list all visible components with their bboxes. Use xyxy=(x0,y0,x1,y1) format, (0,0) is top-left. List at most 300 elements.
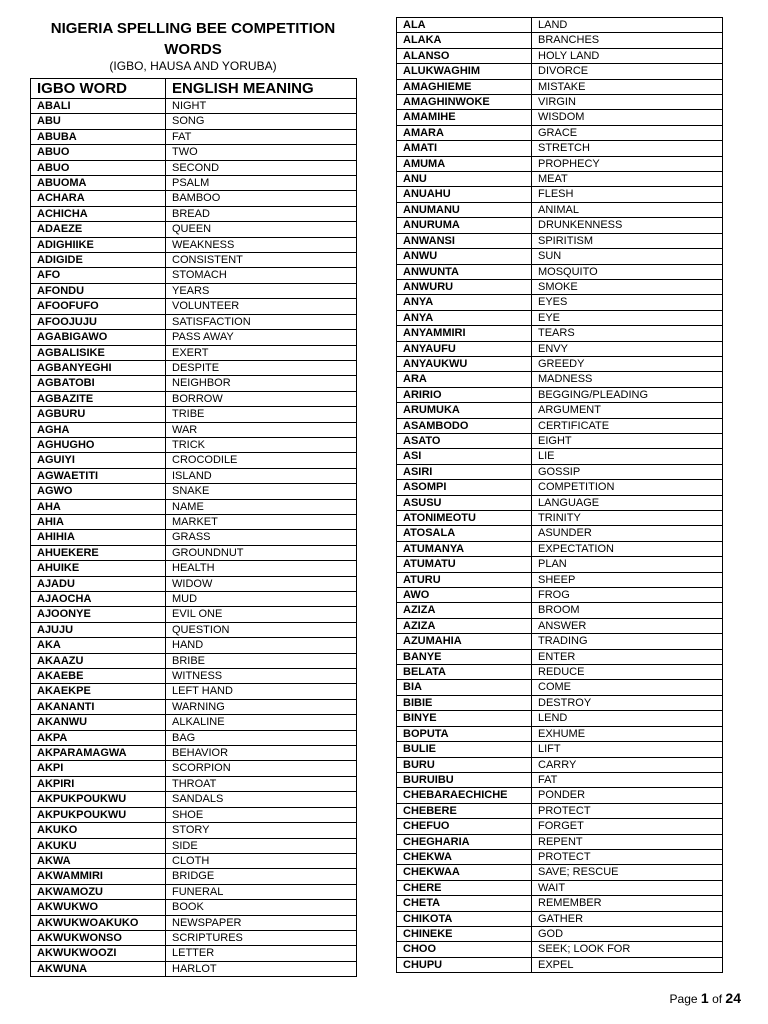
english-meaning-cell: SNAKE xyxy=(166,484,357,499)
table-row xyxy=(31,622,357,637)
table-row xyxy=(397,588,723,603)
of-label: of xyxy=(712,992,723,1006)
igbo-word-cell: ANU xyxy=(397,172,532,187)
table-row xyxy=(31,653,357,668)
igbo-word-cell: CHEKWAA xyxy=(397,865,532,880)
igbo-word-cell: ANUAHU xyxy=(397,187,532,202)
english-meaning-cell: LAND xyxy=(532,18,723,33)
english-meaning-cell: GRASS xyxy=(166,530,357,545)
table-row xyxy=(397,757,723,772)
english-meaning-cell: TWO xyxy=(166,145,357,160)
igbo-word-cell: ANYA xyxy=(397,310,532,325)
english-meaning-cell: FUNERAL xyxy=(166,884,357,899)
english-meaning-cell: EVIL ONE xyxy=(166,607,357,622)
table-row xyxy=(31,853,357,868)
english-meaning-cell: ARGUMENT xyxy=(532,403,723,418)
igbo-word-cell: AJOONYE xyxy=(31,607,166,622)
igbo-word-cell: ARA xyxy=(397,372,532,387)
table-row xyxy=(397,356,723,371)
igbo-word-cell: AJUJU xyxy=(31,622,166,637)
igbo-word-cell: CHEGHARIA xyxy=(397,834,532,849)
igbo-word-cell: AKANANTI xyxy=(31,699,166,714)
igbo-word-cell: AJAOCHA xyxy=(31,592,166,607)
english-meaning-cell: LANGUAGE xyxy=(532,495,723,510)
table-row xyxy=(31,330,357,345)
page-label: Page xyxy=(669,992,698,1006)
english-meaning-cell: MEAT xyxy=(532,172,723,187)
english-meaning-cell: MADNESS xyxy=(532,372,723,387)
table-row xyxy=(397,141,723,156)
table-row xyxy=(397,742,723,757)
english-meaning-cell: WEAKNESS xyxy=(166,237,357,252)
igbo-word-cell: AKWUKWOAKUKO xyxy=(31,915,166,930)
igbo-word-cell: CHIKOTA xyxy=(397,911,532,926)
table-row xyxy=(31,638,357,653)
table-row xyxy=(397,603,723,618)
igbo-word-cell: ANUMANU xyxy=(397,202,532,217)
table-row xyxy=(397,480,723,495)
igbo-word-cell: ASUSU xyxy=(397,495,532,510)
english-meaning-cell: QUESTION xyxy=(166,622,357,637)
table-row xyxy=(397,911,723,926)
table-row xyxy=(397,942,723,957)
english-meaning-cell: FROG xyxy=(532,588,723,603)
igbo-word-cell: AGHUGHO xyxy=(31,437,166,452)
english-meaning-cell: BORROW xyxy=(166,391,357,406)
english-meaning-cell: WARNING xyxy=(166,699,357,714)
english-meaning-cell: BEGGING/PLEADING xyxy=(532,387,723,402)
table-row xyxy=(31,930,357,945)
igbo-word-cell: ATOSALA xyxy=(397,526,532,541)
table-row xyxy=(397,788,723,803)
table-row xyxy=(397,33,723,48)
igbo-word-cell: AKWUKWO xyxy=(31,900,166,915)
english-meaning-cell: WITNESS xyxy=(166,669,357,684)
english-meaning-cell: LEND xyxy=(532,711,723,726)
english-meaning-cell: EYE xyxy=(532,310,723,325)
table-row xyxy=(31,176,357,191)
igbo-word-cell: CHERE xyxy=(397,880,532,895)
table-row xyxy=(31,607,357,622)
igbo-word-cell: ATUMANYA xyxy=(397,541,532,556)
english-meaning-cell: MUD xyxy=(166,592,357,607)
igbo-word-cell: AKWAMMIRI xyxy=(31,869,166,884)
table-row xyxy=(31,299,357,314)
igbo-word-cell: ARIRIO xyxy=(397,387,532,402)
igbo-word-cell: ACHARA xyxy=(31,191,166,206)
igbo-word-cell: ANWANSI xyxy=(397,233,532,248)
column-header-igbo-word: IGBO WORD xyxy=(31,79,166,99)
english-meaning-cell: CERTIFICATE xyxy=(532,418,723,433)
english-meaning-cell: ASUNDER xyxy=(532,526,723,541)
igbo-word-cell: ABUBA xyxy=(31,129,166,144)
igbo-word-cell: CHETA xyxy=(397,896,532,911)
left-table-body xyxy=(31,99,357,977)
table-row xyxy=(397,172,723,187)
igbo-word-cell: AMAGHIEME xyxy=(397,79,532,94)
igbo-word-cell: AKWA xyxy=(31,853,166,868)
table-row xyxy=(397,772,723,787)
english-meaning-cell: SCORPION xyxy=(166,761,357,776)
table-row xyxy=(31,915,357,930)
igbo-word-cell: ANURUMA xyxy=(397,218,532,233)
igbo-word-cell: AGBURU xyxy=(31,407,166,422)
english-meaning-cell: BAG xyxy=(166,730,357,745)
english-meaning-cell: BROOM xyxy=(532,603,723,618)
igbo-word-cell: ATONIMEOTU xyxy=(397,511,532,526)
english-meaning-cell: SMOKE xyxy=(532,279,723,294)
right-table-body xyxy=(397,18,723,973)
igbo-word-cell: AJADU xyxy=(31,576,166,591)
igbo-word-cell: AZUMAHIA xyxy=(397,634,532,649)
igbo-word-cell: AMAGHINWOKE xyxy=(397,95,532,110)
english-meaning-cell: FAT xyxy=(532,772,723,787)
table-row xyxy=(31,391,357,406)
table-row xyxy=(397,695,723,710)
english-meaning-cell: CLOTH xyxy=(166,853,357,868)
igbo-word-cell: ALA xyxy=(397,18,532,33)
table-row xyxy=(397,264,723,279)
table-row xyxy=(397,387,723,402)
table-row xyxy=(31,807,357,822)
english-meaning-cell: STORY xyxy=(166,823,357,838)
table-row xyxy=(397,865,723,880)
table-row xyxy=(31,961,357,976)
english-meaning-cell: BRANCHES xyxy=(532,33,723,48)
table-row xyxy=(397,819,723,834)
igbo-word-cell: BINYE xyxy=(397,711,532,726)
igbo-word-cell: ANYAUFU xyxy=(397,341,532,356)
igbo-word-cell: AHUEKERE xyxy=(31,545,166,560)
table-row xyxy=(31,514,357,529)
english-meaning-cell: SAVE; RESCUE xyxy=(532,865,723,880)
igbo-word-cell: ASOMPI xyxy=(397,480,532,495)
english-meaning-cell: TRICK xyxy=(166,437,357,452)
table-row xyxy=(31,268,357,283)
igbo-word-cell: AGBAZITE xyxy=(31,391,166,406)
table-row xyxy=(31,422,357,437)
english-meaning-cell: TRINITY xyxy=(532,511,723,526)
table-row xyxy=(31,468,357,483)
igbo-word-cell: AFOOFUFO xyxy=(31,299,166,314)
table-row xyxy=(397,279,723,294)
english-meaning-cell: GOSSIP xyxy=(532,464,723,479)
table-row xyxy=(31,761,357,776)
english-meaning-cell: BAMBOO xyxy=(166,191,357,206)
table-row xyxy=(31,669,357,684)
igbo-word-cell: ASAMBODO xyxy=(397,418,532,433)
english-meaning-cell: FAT xyxy=(166,129,357,144)
english-meaning-cell: VIRGIN xyxy=(532,95,723,110)
table-row xyxy=(397,618,723,633)
igbo-word-cell: ABUOMA xyxy=(31,176,166,191)
igbo-word-cell: AKAEKPE xyxy=(31,684,166,699)
igbo-word-cell: AKANWU xyxy=(31,715,166,730)
document-title: NIGERIA SPELLING BEE COMPETITION WORDS xyxy=(50,20,336,58)
english-meaning-cell: SHOE xyxy=(166,807,357,822)
table-row xyxy=(31,838,357,853)
english-meaning-cell: CARRY xyxy=(532,757,723,772)
table-row xyxy=(31,884,357,899)
english-meaning-cell: BRIBE xyxy=(166,653,357,668)
english-meaning-cell: DIVORCE xyxy=(532,64,723,79)
igbo-word-cell: ADIGHIIKE xyxy=(31,237,166,252)
table-row xyxy=(397,233,723,248)
igbo-word-cell: AGBATOBI xyxy=(31,376,166,391)
english-meaning-cell: SUN xyxy=(532,249,723,264)
table-row xyxy=(397,711,723,726)
english-meaning-cell: SCRIPTURES xyxy=(166,930,357,945)
igbo-word-cell: BELATA xyxy=(397,665,532,680)
igbo-word-cell: AGHA xyxy=(31,422,166,437)
table-row xyxy=(31,484,357,499)
table-row xyxy=(397,834,723,849)
igbo-word-cell: AFOOJUJU xyxy=(31,314,166,329)
table-row xyxy=(397,957,723,972)
english-meaning-cell: GOD xyxy=(532,926,723,941)
igbo-word-cell: CHEFUO xyxy=(397,819,532,834)
english-meaning-cell: YEARS xyxy=(166,283,357,298)
table-row xyxy=(397,418,723,433)
table-row xyxy=(31,823,357,838)
table-row xyxy=(397,372,723,387)
table-row xyxy=(31,206,357,221)
igbo-word-cell: CHOO xyxy=(397,942,532,957)
igbo-word-cell: AKWUNA xyxy=(31,961,166,976)
english-meaning-cell: ANSWER xyxy=(532,618,723,633)
igbo-word-cell: AGABIGAWO xyxy=(31,330,166,345)
table-row xyxy=(397,803,723,818)
table-row xyxy=(31,360,357,375)
igbo-word-cell: AKA xyxy=(31,638,166,653)
english-meaning-cell: NAME xyxy=(166,499,357,514)
igbo-word-cell: ACHICHA xyxy=(31,206,166,221)
igbo-word-cell: AWO xyxy=(397,588,532,603)
igbo-word-cell: AKWAMOZU xyxy=(31,884,166,899)
igbo-word-cell: AHUIKE xyxy=(31,561,166,576)
igbo-word-cell: BOPUTA xyxy=(397,726,532,741)
document-subtitle: (IGBO, HAUSA AND YORUBA) xyxy=(109,59,277,73)
igbo-word-cell: ADIGIDE xyxy=(31,253,166,268)
english-meaning-cell: ALKALINE xyxy=(166,715,357,730)
table-row xyxy=(31,545,357,560)
column-header-english-meaning: ENGLISH MEANING xyxy=(166,79,357,99)
english-meaning-cell: MISTAKE xyxy=(532,79,723,94)
table-row xyxy=(31,946,357,961)
english-meaning-cell: LETTER xyxy=(166,946,357,961)
table-row xyxy=(397,464,723,479)
igbo-word-cell: CHEKWA xyxy=(397,849,532,864)
english-meaning-cell: ANIMAL xyxy=(532,202,723,217)
igbo-word-cell: ANWU xyxy=(397,249,532,264)
table-row xyxy=(31,453,357,468)
table-row xyxy=(31,576,357,591)
english-meaning-cell: PROTECT xyxy=(532,803,723,818)
igbo-word-cell: BULIE xyxy=(397,742,532,757)
igbo-word-cell: AHA xyxy=(31,499,166,514)
igbo-word-cell: CHUPU xyxy=(397,957,532,972)
igbo-word-table-right xyxy=(396,17,723,973)
table-row xyxy=(31,792,357,807)
english-meaning-cell: EYES xyxy=(532,295,723,310)
table-row xyxy=(31,283,357,298)
table-row xyxy=(31,530,357,545)
english-meaning-cell: BREAD xyxy=(166,206,357,221)
table-row xyxy=(397,202,723,217)
english-meaning-cell: GRACE xyxy=(532,125,723,140)
table-row xyxy=(31,191,357,206)
english-meaning-cell: EXPEL xyxy=(532,957,723,972)
igbo-word-cell: AFONDU xyxy=(31,283,166,298)
igbo-word-cell: ANWUNTA xyxy=(397,264,532,279)
igbo-word-cell: ALAKA xyxy=(397,33,532,48)
table-row xyxy=(397,187,723,202)
english-meaning-cell: PSALM xyxy=(166,176,357,191)
igbo-word-cell: AZIZA xyxy=(397,603,532,618)
igbo-word-cell: ABU xyxy=(31,114,166,129)
table-row xyxy=(397,249,723,264)
igbo-word-cell: AKAEBE xyxy=(31,669,166,684)
igbo-word-cell: ABUO xyxy=(31,145,166,160)
english-meaning-cell: WAIT xyxy=(532,880,723,895)
english-meaning-cell: GREEDY xyxy=(532,356,723,371)
english-meaning-cell: EIGHT xyxy=(532,433,723,448)
igbo-word-cell: ANWURU xyxy=(397,279,532,294)
english-meaning-cell: PROTECT xyxy=(532,849,723,864)
table-row xyxy=(397,110,723,125)
igbo-word-cell: AGUIYI xyxy=(31,453,166,468)
igbo-word-table-left xyxy=(30,78,357,977)
english-meaning-cell: BOOK xyxy=(166,900,357,915)
table-row xyxy=(397,572,723,587)
table-row xyxy=(31,715,357,730)
igbo-word-cell: BURUIBU xyxy=(397,772,532,787)
english-meaning-cell: REPENT xyxy=(532,834,723,849)
english-meaning-cell: ENTER xyxy=(532,649,723,664)
english-meaning-cell: TRIBE xyxy=(166,407,357,422)
english-meaning-cell: PLAN xyxy=(532,557,723,572)
english-meaning-cell: MOSQUITO xyxy=(532,264,723,279)
igbo-word-cell: ABALI xyxy=(31,99,166,114)
table-row xyxy=(397,48,723,63)
table-row xyxy=(397,326,723,341)
english-meaning-cell: BRIDGE xyxy=(166,869,357,884)
table-row xyxy=(397,95,723,110)
table-row xyxy=(31,437,357,452)
table-row xyxy=(31,561,357,576)
table-row xyxy=(31,129,357,144)
igbo-word-cell: AKPARAMAGWA xyxy=(31,746,166,761)
table-row xyxy=(31,222,357,237)
table-row xyxy=(397,557,723,572)
igbo-word-cell: AKPUKPOUKWU xyxy=(31,807,166,822)
english-meaning-cell: FLESH xyxy=(532,187,723,202)
table-row xyxy=(397,495,723,510)
english-meaning-cell: GROUNDNUT xyxy=(166,545,357,560)
english-meaning-cell: TEARS xyxy=(532,326,723,341)
igbo-word-cell: ANYAMMIRI xyxy=(397,326,532,341)
english-meaning-cell: HOLY LAND xyxy=(532,48,723,63)
english-meaning-cell: REMEMBER xyxy=(532,896,723,911)
table-row xyxy=(31,237,357,252)
english-meaning-cell: LEFT HAND xyxy=(166,684,357,699)
english-meaning-cell: THROAT xyxy=(166,776,357,791)
table-row xyxy=(397,541,723,556)
table-row xyxy=(31,407,357,422)
table-row xyxy=(31,145,357,160)
english-meaning-cell: COMPETITION xyxy=(532,480,723,495)
english-meaning-cell: LIE xyxy=(532,449,723,464)
igbo-word-cell: AHIA xyxy=(31,514,166,529)
table-row xyxy=(397,64,723,79)
table-row xyxy=(31,776,357,791)
table-row xyxy=(397,125,723,140)
table-row xyxy=(397,341,723,356)
igbo-word-cell: AGBALISIKE xyxy=(31,345,166,360)
english-meaning-cell: NEWSPAPER xyxy=(166,915,357,930)
igbo-word-cell: AKAAZU xyxy=(31,653,166,668)
igbo-word-cell: AKUKU xyxy=(31,838,166,853)
igbo-word-cell: ASI xyxy=(397,449,532,464)
igbo-word-cell: ALUKWAGHIM xyxy=(397,64,532,79)
english-meaning-cell: FORGET xyxy=(532,819,723,834)
table-row xyxy=(397,156,723,171)
table-row xyxy=(31,160,357,175)
table-row xyxy=(397,511,723,526)
table-row xyxy=(397,79,723,94)
english-meaning-cell: SECOND xyxy=(166,160,357,175)
table-row xyxy=(397,433,723,448)
igbo-word-cell: ASIRI xyxy=(397,464,532,479)
table-row xyxy=(397,680,723,695)
table-row xyxy=(31,253,357,268)
igbo-word-cell: AMAMIHE xyxy=(397,110,532,125)
english-meaning-cell: REDUCE xyxy=(532,665,723,680)
table-row xyxy=(397,295,723,310)
igbo-word-cell: ADAEZE xyxy=(31,222,166,237)
table-row xyxy=(397,403,723,418)
english-meaning-cell: WAR xyxy=(166,422,357,437)
english-meaning-cell: PONDER xyxy=(532,788,723,803)
english-meaning-cell: HAND xyxy=(166,638,357,653)
english-meaning-cell: CROCODILE xyxy=(166,453,357,468)
igbo-word-cell: BIA xyxy=(397,680,532,695)
english-meaning-cell: CONSISTENT xyxy=(166,253,357,268)
english-meaning-cell: SATISFACTION xyxy=(166,314,357,329)
table-row xyxy=(31,345,357,360)
igbo-word-cell: AHIHIA xyxy=(31,530,166,545)
english-meaning-cell: EXHUME xyxy=(532,726,723,741)
igbo-word-cell: CHEBERE xyxy=(397,803,532,818)
table-row xyxy=(397,649,723,664)
english-meaning-cell: QUEEN xyxy=(166,222,357,237)
english-meaning-cell: STOMACH xyxy=(166,268,357,283)
table-row xyxy=(397,634,723,649)
igbo-word-cell: AKPIRI xyxy=(31,776,166,791)
english-meaning-cell: GATHER xyxy=(532,911,723,926)
igbo-word-cell: ANYA xyxy=(397,295,532,310)
table-row xyxy=(397,218,723,233)
table-row xyxy=(397,18,723,33)
english-meaning-cell: WISDOM xyxy=(532,110,723,125)
table-row xyxy=(397,526,723,541)
english-meaning-cell: NEIGHBOR xyxy=(166,376,357,391)
table-row xyxy=(31,869,357,884)
table-row xyxy=(397,310,723,325)
igbo-word-cell: AKUKO xyxy=(31,823,166,838)
igbo-word-cell: ABUO xyxy=(31,160,166,175)
english-meaning-cell: SONG xyxy=(166,114,357,129)
